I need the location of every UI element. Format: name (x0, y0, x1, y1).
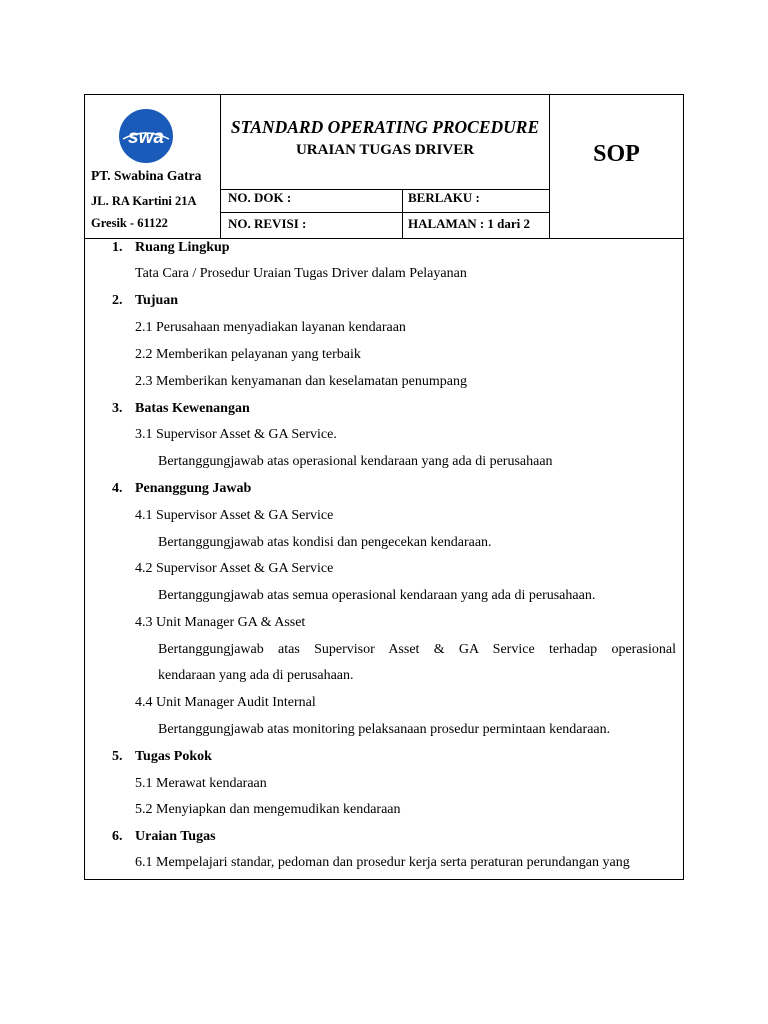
company-city: Gresik - 61122 (91, 216, 168, 230)
section-title: Ruang Lingkup (135, 240, 230, 255)
section-line: 4.3 Unit Manager GA & Asset (135, 615, 306, 630)
company-name: PT. Swabina Gatra (91, 168, 202, 183)
company-address: JL. RA Kartini 21A (91, 194, 197, 208)
document-subtitle: URAIAN TUGAS DRIVER (295, 142, 475, 158)
divider (85, 238, 683, 239)
logo-text: swa (128, 127, 164, 148)
document-title: STANDARD OPERATING PROCEDURE (230, 117, 540, 137)
section-line: Bertanggungjawab atas operasional kendaraan yang ada di perusahaan (158, 454, 553, 469)
section-line: 6.1 Mempelajari standar, pedoman dan prosedur kerja serta peraturan perundangan yang (135, 855, 630, 870)
section-line: 2.2 Memberikan pelayanan yang terbaik (135, 347, 361, 362)
section-line: Bertanggungjawab atas semua operasional kendaraan yang ada di perusahaan. (158, 588, 596, 603)
section-line: 4.4 Unit Manager Audit Internal (135, 695, 316, 710)
section-title: Tujuan (135, 293, 179, 308)
section-line: Bertanggungjawab atas Supervisor Asset & GA Service terhadap operasional (158, 642, 676, 657)
divider (402, 189, 403, 238)
section-title: Penanggung Jawab (135, 481, 252, 496)
section-number: 4. (112, 481, 123, 496)
no-revisi-field: NO. REVISI : (228, 216, 307, 231)
section-line: Bertanggungjawab atas kondisi dan pengecekan kendaraan. (158, 535, 492, 550)
section-number: 2. (112, 293, 123, 308)
section-number: 6. (112, 829, 123, 844)
section-title: Tugas Pokok (135, 749, 212, 764)
section-title: Batas Kewenangan (135, 401, 250, 416)
divider (220, 212, 549, 213)
section-line: 5.2 Menyiapkan dan mengemudikan kendaraan (135, 802, 401, 817)
section-line: Bertanggungjawab atas monitoring pelaksanaan prosedur permintaan kendaraan. (158, 722, 611, 737)
section-number: 3. (112, 401, 123, 416)
section-line: 3.1 Supervisor Asset & GA Service. (135, 427, 337, 442)
section-line: 2.1 Perusahaan menyadiakan layanan kendaraan (135, 320, 406, 335)
company-logo (119, 109, 173, 163)
section-number: 1. (112, 240, 123, 255)
no-dok-field: NO. DOK : (228, 190, 292, 205)
berlaku-field: BERLAKU : (408, 190, 480, 205)
document-code: SOP (593, 141, 640, 167)
section-line: 4.1 Supervisor Asset & GA Service (135, 508, 334, 523)
section-line: Tata Cara / Prosedur Uraian Tugas Driver dalam Pelayanan (135, 266, 467, 281)
halaman-field: HALAMAN : 1 dari 2 (408, 216, 531, 231)
section-number: 5. (112, 749, 123, 764)
section-line: 5.1 Merawat kendaraan (135, 776, 267, 791)
section-line: 4.2 Supervisor Asset & GA Service (135, 561, 334, 576)
section-line: 2.3 Memberikan kenyamanan dan keselamatan penumpang (135, 374, 467, 389)
section-title: Uraian Tugas (135, 829, 216, 844)
section-line: kendaraan yang ada di perusahaan. (158, 668, 354, 683)
